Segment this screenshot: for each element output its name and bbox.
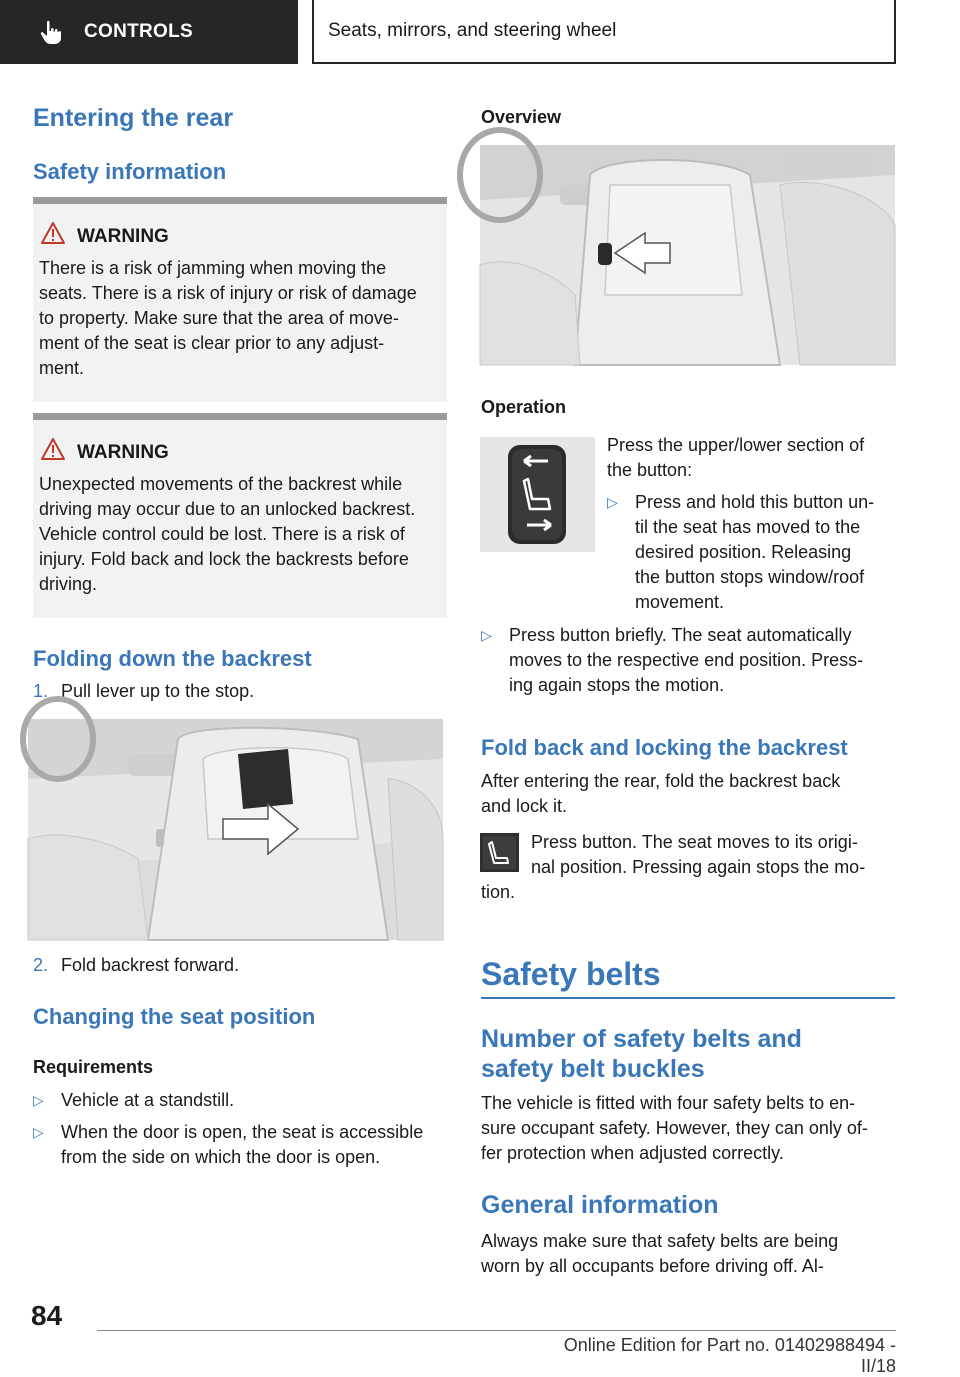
- warning-line: Unexpected movements of the backrest while: [39, 474, 403, 494]
- text-line: Always make sure that safety belts are being: [481, 1231, 839, 1251]
- step-text: Fold backrest forward.: [61, 955, 240, 975]
- number-text: [481, 1091, 895, 1166]
- text-line: Press the upper/lower section of: [607, 435, 865, 455]
- heading-general-information: General information: [481, 1191, 719, 1219]
- heading-entering-rear: Entering the rear: [33, 104, 234, 132]
- footer-rule: [97, 1330, 896, 1331]
- warning-line: Vehicle control could be lost. There is a risk of: [39, 524, 405, 544]
- bullet-triangle-icon: ▷: [607, 494, 618, 510]
- warning-line: injury. Fold back and lock the backrests before: [39, 549, 409, 569]
- section-title: Seats, mirrors, and steering wheel: [328, 20, 617, 41]
- warning-line: seats. There is a risk of injury or risk of damage: [39, 283, 417, 303]
- warning-text: [39, 256, 443, 381]
- warning-text: [39, 472, 443, 597]
- text-line: sure occupant safety. However, they can only of-: [481, 1118, 868, 1138]
- text-line: nal position. Pressing again stops the mo-: [531, 857, 866, 877]
- list-line: When the door is open, the seat is accessible: [61, 1122, 424, 1142]
- heading-line: safety belt buckles: [481, 1055, 705, 1083]
- photo-backrest-lever: [28, 719, 443, 940]
- list-item-text: [635, 490, 897, 615]
- step-2: [33, 953, 447, 978]
- warning-line: driving may occur due to an unlocked backrest.: [39, 499, 416, 519]
- footer-edition: Online Edition for Part no. 01402988494 - II/18: [563, 1335, 896, 1376]
- fold-back-text: [481, 769, 895, 819]
- label-requirements: Requirements: [33, 1057, 154, 1077]
- seat-adjust-button-icon: [480, 437, 595, 552]
- section-header: [312, 0, 896, 64]
- text-line: Press button. The seat moves to its origi-: [531, 832, 858, 852]
- warning-box-jamming: [33, 197, 447, 402]
- warning-line: There is a risk of jamming when moving the: [39, 258, 387, 278]
- text-line: the button:: [607, 460, 693, 480]
- list-line: Press and hold this button un-: [635, 492, 875, 512]
- list-item-text: Vehicle at a standstill.: [61, 1090, 235, 1110]
- heading-safety-information: Safety information: [33, 159, 227, 184]
- warning-line: ment of the seat is clear prior to any adjust-: [39, 333, 385, 353]
- warning-line: ment.: [39, 358, 85, 378]
- step-1: [33, 679, 447, 704]
- bullet-triangle-icon: ▷: [481, 627, 492, 643]
- page-number: 84: [31, 1300, 63, 1331]
- chapter-title: CONTROLS: [84, 21, 194, 42]
- seat-button-image: [480, 437, 595, 552]
- bullet-triangle-icon: ▷: [33, 1124, 44, 1140]
- heading-line: Number of safety belts and: [481, 1025, 802, 1053]
- warning-box-backrest: [33, 413, 447, 618]
- bullet-triangle-icon: ▷: [33, 1092, 44, 1108]
- chapter-tab: [0, 0, 298, 64]
- warning-title: WARNING: [77, 442, 169, 463]
- general-text: [481, 1229, 895, 1279]
- text-line: fer protection when adjusted correctly.: [481, 1143, 784, 1163]
- list-line: moves to the respective end position. Press-: [509, 650, 864, 670]
- heading-changing-seat-position: Changing the seat position: [33, 1004, 316, 1029]
- heading-fold-back-locking: Fold back and locking the backrest: [481, 735, 848, 760]
- photo-overview-seat-button: [480, 145, 895, 365]
- press-text-tail: tion.: [481, 882, 516, 902]
- section-rule: [481, 997, 895, 999]
- step-number: 1.: [33, 681, 49, 701]
- warning-title: WARNING: [77, 226, 169, 247]
- label-operation: Operation: [481, 397, 567, 417]
- list-line: desired position. Releasing: [635, 542, 852, 562]
- step-number: 2.: [33, 955, 49, 975]
- list-line: Press button briefly. The seat automatically: [509, 625, 852, 645]
- list-line: ing again stops the motion.: [509, 675, 725, 695]
- list-line: from the side on which the door is open.: [61, 1147, 381, 1167]
- text-line: The vehicle is fitted with four safety belts to en-: [481, 1093, 856, 1113]
- list-item-text: [61, 1120, 451, 1170]
- list-line: movement.: [635, 592, 725, 612]
- warning-line: driving.: [39, 574, 98, 594]
- small-seat-button-image: [480, 833, 519, 872]
- hand-icon: [38, 19, 64, 45]
- warning-line: to property. Make sure that the area of move-: [39, 308, 399, 328]
- list-line: til the seat has moved to the: [635, 517, 861, 537]
- text-line: and lock it.: [481, 796, 568, 816]
- warning-triangle-icon: [41, 222, 65, 244]
- step-text: Pull lever up to the stop.: [61, 681, 255, 701]
- list-item-text: [509, 623, 897, 698]
- heading-number-safety-belts: [481, 1024, 895, 1084]
- operation-intro: [607, 433, 895, 483]
- press-text-top: [531, 830, 895, 880]
- warning-triangle-icon: [41, 438, 65, 460]
- list-line: the button stops window/roof: [635, 567, 865, 587]
- seat-button-icon: [480, 833, 519, 872]
- label-overview: Overview: [481, 107, 562, 127]
- heading-safety-belts: Safety belts: [481, 956, 661, 992]
- heading-folding-down-backrest: Folding down the backrest: [33, 646, 312, 671]
- text-line: After entering the rear, fold the backrest back: [481, 771, 841, 791]
- text-line: worn by all occupants before driving off. Al-: [481, 1256, 824, 1276]
